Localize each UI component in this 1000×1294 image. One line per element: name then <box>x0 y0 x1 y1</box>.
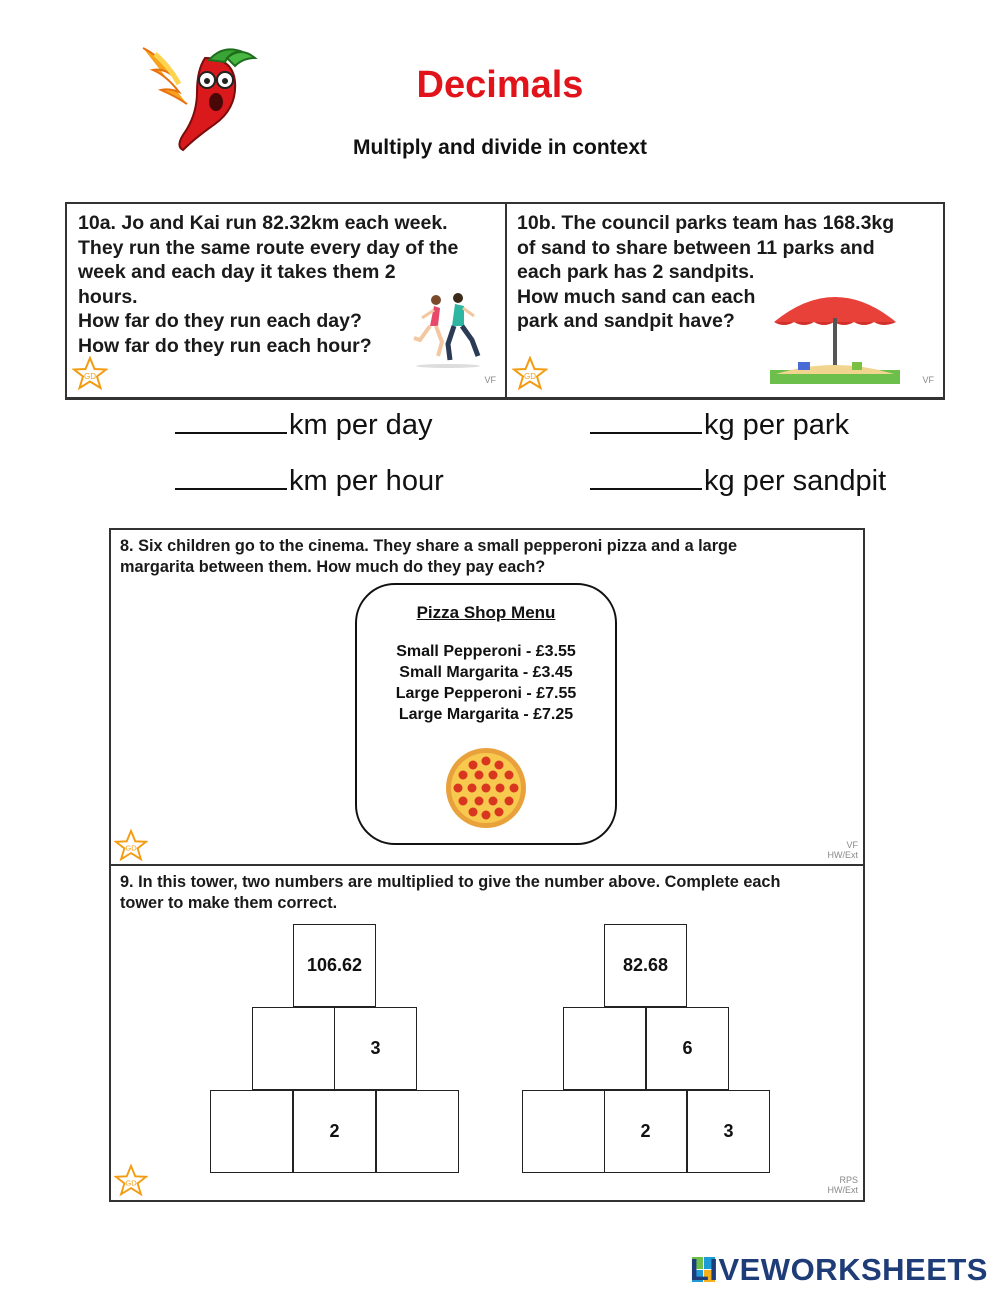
menu-title: Pizza Shop Menu <box>416 603 556 622</box>
gd-star-icon <box>114 1164 148 1198</box>
question-8-text: 8. Six children go to the cinema. They share a small pepperoni pizza and a large margarita between them. How much do they pay each? <box>120 537 738 576</box>
tower1-bottom-cell-empty[interactable] <box>376 1090 459 1173</box>
tower2-bottom-cell: 2 <box>604 1090 687 1173</box>
question-10b-text: 10b. The council parks team has 168.3kg of sand to share between 11 parks and each park has 2 sandpits. How much sand can each park and sandpit have? <box>517 212 895 333</box>
answer-blank[interactable] <box>175 462 287 490</box>
menu-item: Small Margarita - £3.45 <box>399 664 573 681</box>
pizza-icon <box>443 745 529 831</box>
question-10a-text: 10a. Jo and Kai run 82.32km each week. They run the same route every day of the week and each day it takes them 2 hours. How far do they run each day? How far do they run each hour? <box>78 212 459 357</box>
tower1-middle-cell-empty[interactable] <box>252 1007 335 1090</box>
answer-blank[interactable] <box>590 462 702 490</box>
answer-kg-per-park[interactable]: kg per park <box>590 406 849 442</box>
page-title: Decimals <box>416 64 584 106</box>
tower2-middle-cell-empty[interactable] <box>563 1007 646 1090</box>
svg-text:GD: GD <box>84 372 96 381</box>
answer-km-per-hour[interactable]: km per hour <box>175 462 444 498</box>
gd-star-icon <box>72 356 108 392</box>
menu-item: Small Pepperoni - £3.55 <box>396 643 576 660</box>
answer-blank[interactable] <box>175 406 287 434</box>
question-9-text: 9. In this tower, two numbers are multiplied to give the number above. Complete each tower to make them correct. <box>120 873 781 912</box>
svg-text:GD: GD <box>125 843 137 853</box>
question-10b-code: VF <box>922 375 934 385</box>
menu-item: Large Margarita - £7.25 <box>398 706 574 723</box>
question-10a-code: VF <box>484 375 496 385</box>
menu-item: Large Pepperoni - £7.55 <box>395 685 577 702</box>
runners-icon <box>408 290 488 370</box>
tower2-bottom-cell: 3 <box>687 1090 770 1173</box>
answer-km-per-day[interactable]: km per day <box>175 406 432 442</box>
question-8-code: VF HW/Ext <box>827 840 858 860</box>
menu-items <box>357 641 615 725</box>
page-subtitle: Multiply and divide in context <box>352 136 648 159</box>
tower2-top-cell: 82.68 <box>604 924 687 1007</box>
question-9-code: RPS HW/Ext <box>827 1175 858 1195</box>
tower2-bottom-cell-empty[interactable] <box>522 1090 605 1173</box>
footer-brand: LIVEWORKSHEETS <box>689 1252 988 1287</box>
answer-kg-per-sandpit[interactable]: kg per sandpit <box>590 462 886 498</box>
gd-star-icon <box>512 356 548 392</box>
svg-text:GD: GD <box>524 372 536 381</box>
tower2-middle-cell: 6 <box>646 1007 729 1090</box>
gd-star-icon <box>114 829 148 863</box>
tower1-middle-cell: 3 <box>334 1007 417 1090</box>
tower1-bottom-cell-empty[interactable] <box>210 1090 293 1173</box>
answer-blank[interactable] <box>590 406 702 434</box>
tower1-top-cell: 106.62 <box>293 924 376 1007</box>
tower1-bottom-cell: 2 <box>293 1090 376 1173</box>
svg-text:GD: GD <box>125 1178 137 1188</box>
sandpit-umbrella-icon <box>770 278 900 388</box>
